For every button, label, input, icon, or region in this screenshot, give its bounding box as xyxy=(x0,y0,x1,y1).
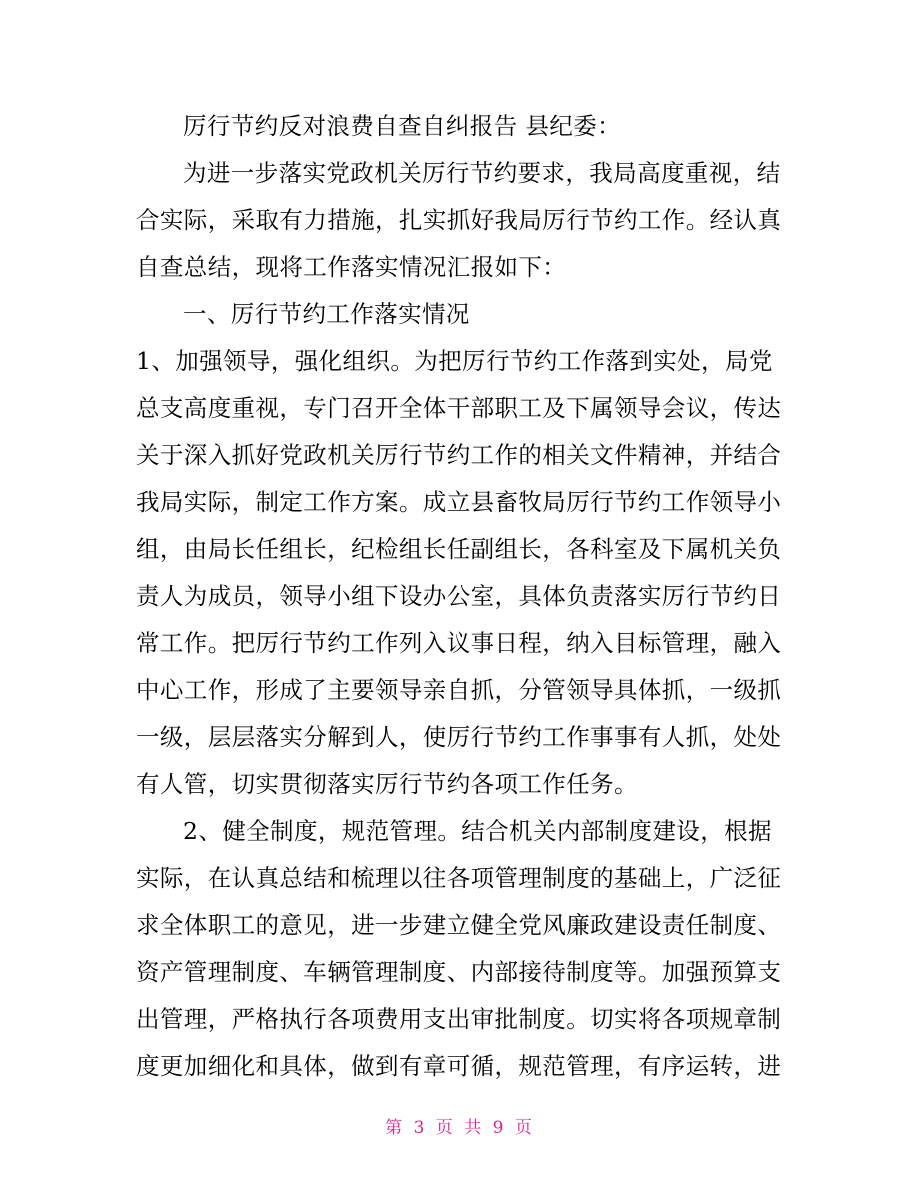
page-number-footer: 第 3 页 共 9 页 xyxy=(385,1118,535,1138)
paragraph-line: 为进一步落实党政机关厉行节约要求，我局高度重视，结 xyxy=(183,159,781,187)
paragraph-line: 我局实际，制定工作方案。成立县畜牧局厉行节约工作领导小 xyxy=(136,488,782,516)
paragraph-line: 1、加强领导，强化组织。为把厉行节约工作落到实处，局党 xyxy=(136,347,773,375)
paragraph-line: 常工作。把厉行节约工作列入议事日程，纳入目标管理，融入 xyxy=(136,629,782,657)
paragraph-line: 2、健全制度，规范管理。结合机关内部制度建设，根据 xyxy=(183,817,772,845)
paragraph-line: 总支高度重视，专门召开全体干部职工及下属领导会议，传达 xyxy=(136,394,782,422)
paragraph-line: 关于深入抓好党政机关厉行节约工作的相关文件精神，并结合 xyxy=(136,441,782,469)
paragraph-line: 自查总结，现将工作落实情况汇报如下： xyxy=(136,253,567,281)
paragraph-line: 一级，层层落实分解到人，使厉行节约工作事事有人抓，处处 xyxy=(136,723,782,751)
paragraph-line: 中心工作，形成了主要领导亲自抓，分管领导具体抓，一级抓 xyxy=(136,676,782,704)
paragraph-line: 度更加细化和具体，做到有章可循，规范管理，有序运转，进 xyxy=(136,1052,782,1080)
paragraph-line: 合实际，采取有力措施，扎实抓好我局厉行节约工作。经认真 xyxy=(136,206,782,234)
paragraph-line: 求全体职工的意见，进一步建立健全党风廉政建设责任制度、 xyxy=(136,911,782,939)
report-title-line: 厉行节约反对浪费自查自纠报告 县纪委： xyxy=(183,112,622,140)
paragraph-line: 责人为成员，领导小组下设办公室，具体负责落实厉行节约日 xyxy=(136,582,782,610)
section-heading: 一、厉行节约工作落实情况 xyxy=(183,300,470,328)
paragraph-line: 实际，在认真总结和梳理以往各项管理制度的基础上，广泛征 xyxy=(136,864,782,892)
paragraph-line: 出管理，严格执行各项费用支出审批制度。切实将各项规章制 xyxy=(136,1005,782,1033)
paragraph-line: 有人管，切实贯彻落实厉行节约各项工作任务。 xyxy=(136,770,638,798)
paragraph-line: 资产管理制度、车辆管理制度、内部接待制度等。加强预算支 xyxy=(136,958,782,986)
paragraph-line: 组，由局长任组长，纪检组长任副组长，各科室及下属机关负 xyxy=(136,535,782,563)
